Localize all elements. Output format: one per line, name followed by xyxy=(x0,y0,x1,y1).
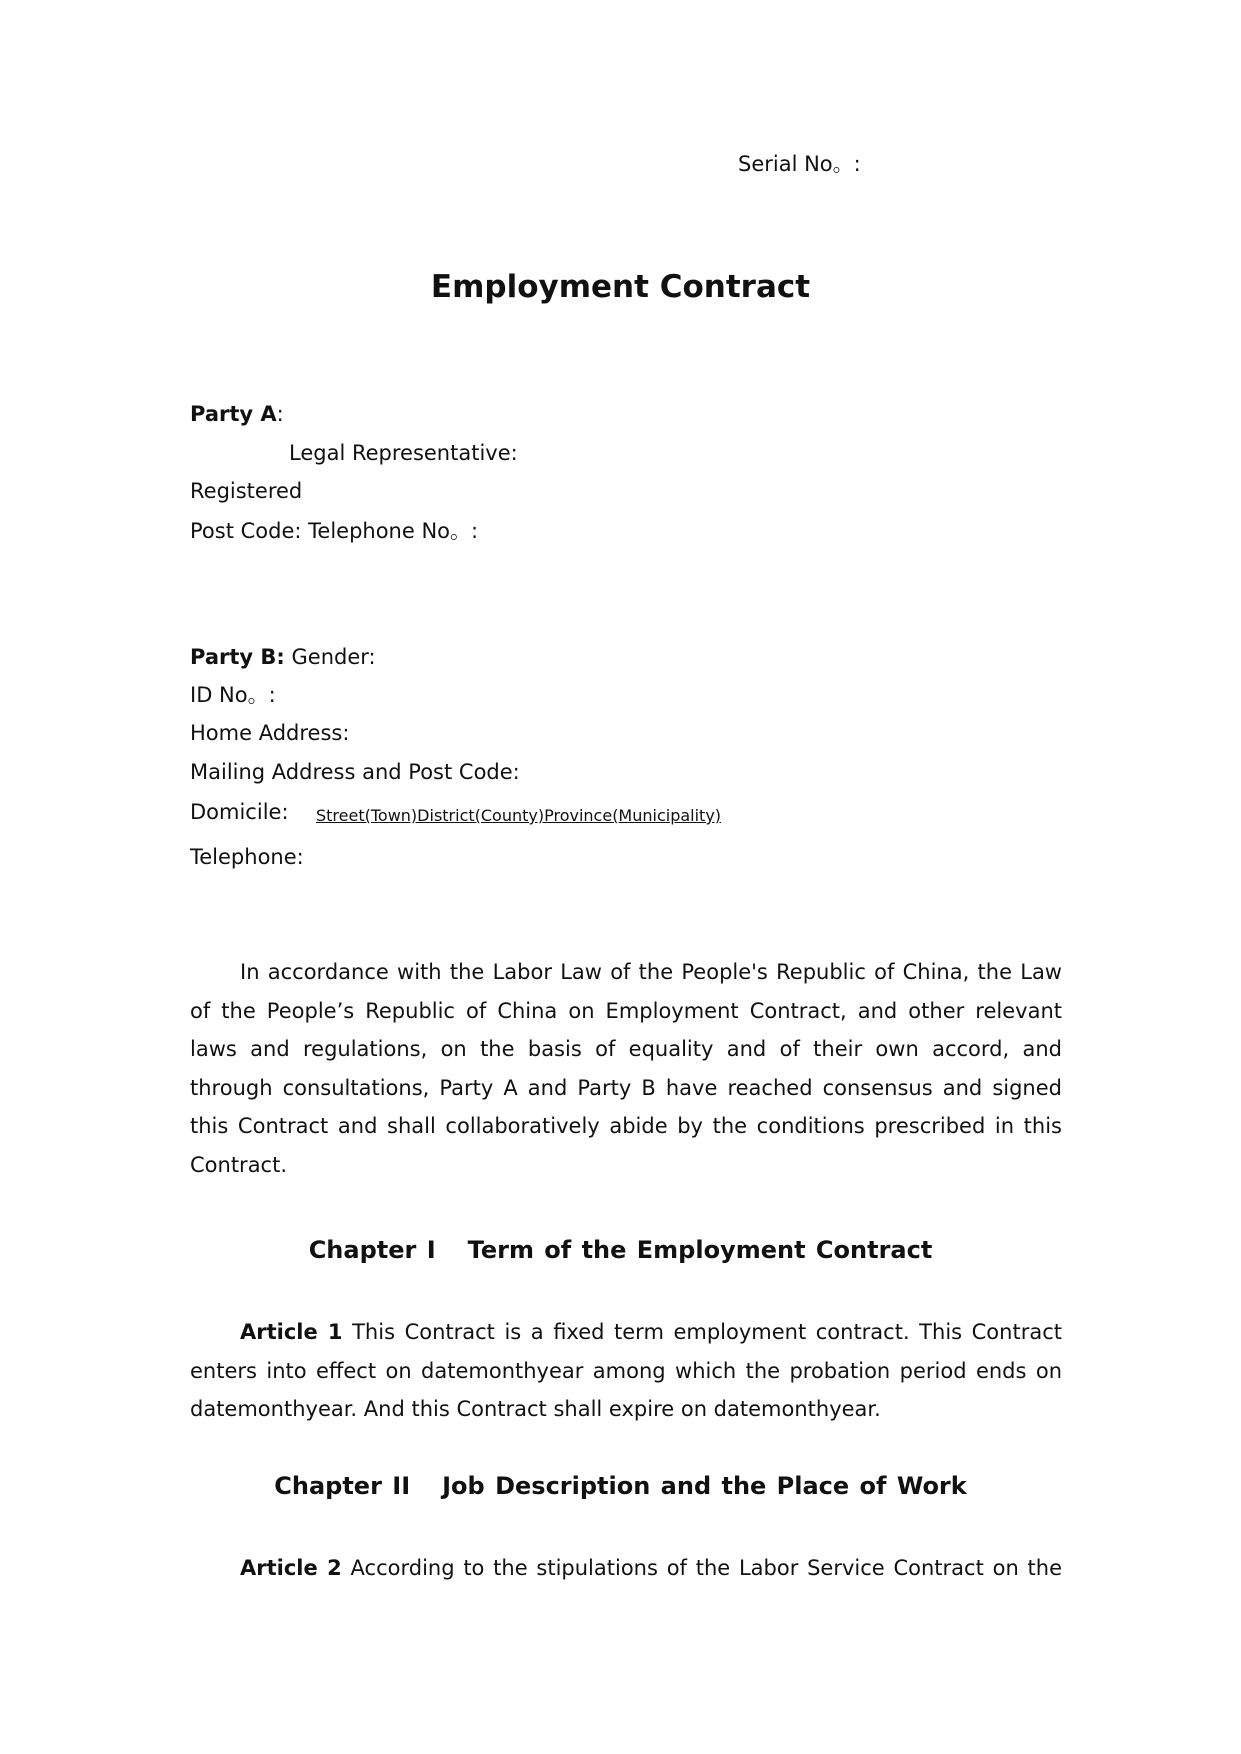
party-a-line xyxy=(190,402,284,427)
post-code-label: Post Code: xyxy=(190,519,302,543)
chapter-2-number: Chapter II xyxy=(274,1472,411,1500)
serial-number: Serial No。: xyxy=(738,152,861,176)
party-a-colon: : xyxy=(276,402,284,426)
registered: Registered xyxy=(190,479,303,503)
article-1-paragraph xyxy=(190,1313,1062,1429)
party-b-line xyxy=(190,645,376,670)
article-2-paragraph xyxy=(190,1549,1062,1588)
party-a-label: Party A xyxy=(190,402,277,426)
document-title: Employment Contract xyxy=(430,269,811,305)
chapter-1-number: Chapter I xyxy=(308,1236,436,1264)
party-a-contact-line xyxy=(190,519,478,544)
telephone: Telephone: xyxy=(190,845,304,869)
telephone-no-label: Telephone No。: xyxy=(308,519,479,543)
preamble-paragraph: In accordance with the Labor Law of the People's Republic of China, the Law of the People’s Republic of China on Employment Contract, and other relevant laws and regulations, on the basis of equality and of their own accord, and through consultations, Party A and Party B have reached consensus and signed this Contract and shall collaboratively abide by the conditions prescribed in this Contract. xyxy=(190,960,1062,1177)
chapter-2-heading xyxy=(0,1472,1241,1501)
article-2-text: According to the stipulations of the Labor Service Contract on the xyxy=(350,1556,1062,1580)
id-no: ID No。: xyxy=(190,683,276,707)
chapter-1-title: Term of the Employment Contract xyxy=(467,1236,933,1264)
article-1-text: This Contract is a fixed term employment contract. This Contract enters into effect on datemonthyear among which the probation period ends on datemonthyear. And this Contract shall expire on datemonthyear. xyxy=(190,1320,1062,1421)
article-2-label: Article 2 xyxy=(240,1556,342,1580)
article-1-label: Article 1 xyxy=(240,1320,343,1344)
mailing-address: Mailing Address and Post Code: xyxy=(190,760,520,784)
chapter-2-title: Job Description and the Place of Work xyxy=(442,1472,967,1500)
domicile-label: Domicile: xyxy=(190,800,289,824)
party-b-label: Party B: xyxy=(190,645,285,669)
domicile-fill-line: Street(Town)District(County)Province(Municipality) xyxy=(316,806,722,825)
gender-label: Gender: xyxy=(291,645,376,669)
legal-representative: Legal Representative: xyxy=(289,441,518,465)
home-address: Home Address: xyxy=(190,721,350,745)
chapter-1-heading xyxy=(0,1236,1241,1265)
